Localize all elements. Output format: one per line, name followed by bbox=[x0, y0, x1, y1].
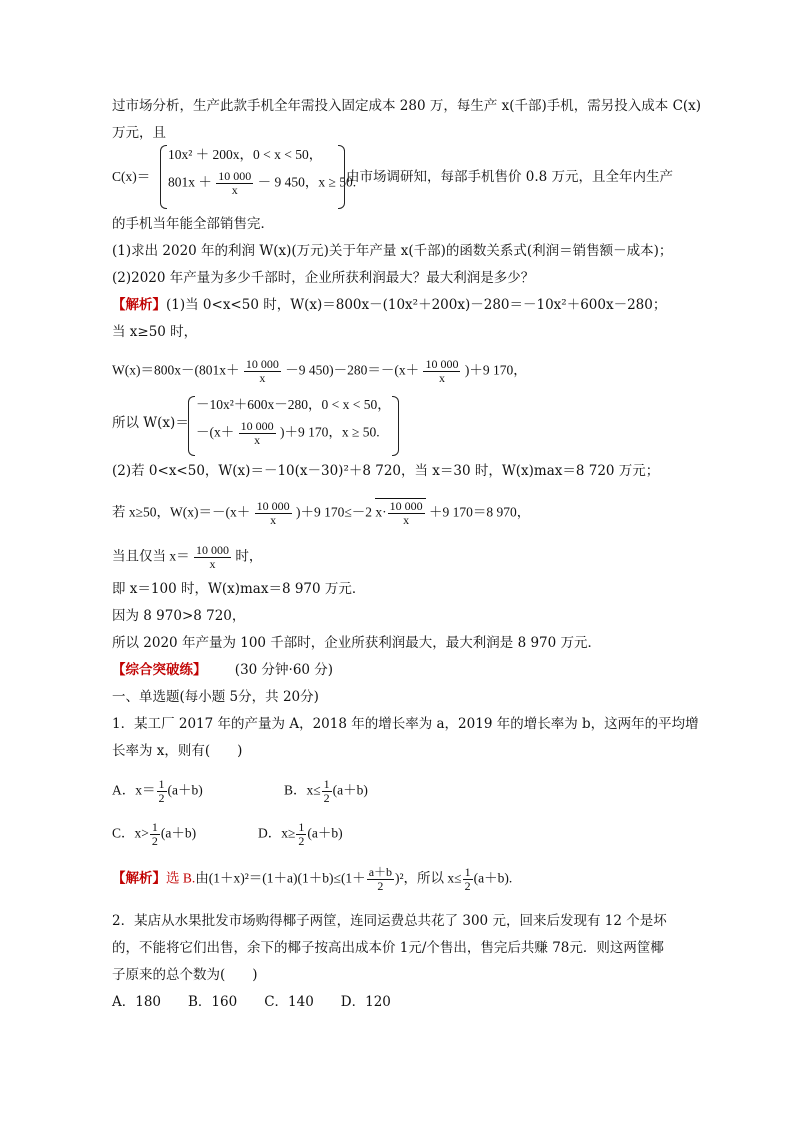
w-function-left-brace bbox=[188, 396, 195, 456]
intro-line-1: 过市场分析，生产此款手机全年需投入固定成本 280 万，每生产 x(千部)手机，需另投入成本 C(x) bbox=[112, 98, 702, 114]
square-root: x· $\frac{10 000}{x}$ bbox=[375, 498, 425, 527]
cost-function-right-brace bbox=[338, 145, 345, 209]
section-subtitle: 一、单选题(每小题 5分，共 20分) bbox=[112, 689, 319, 705]
problem-1-solution: 【解析】选 B.由(1＋x)²＝(1＋a)(1＋b)≤(1＋ $\frac{a+b}{2}$ )²，所以 x≤ $\frac{1}{2}$ (a＋b). bbox=[112, 865, 513, 893]
solution-tag: 【解析】 bbox=[112, 297, 166, 313]
section-header bbox=[112, 661, 333, 679]
problem-1-option-b: B．x≤ $\frac{1}{2}$ (a＋b) bbox=[284, 777, 368, 805]
intro-line-2: 万元，且 bbox=[112, 125, 166, 141]
solution-line-6: 若 x≥50，W(x)＝－(x＋ $\frac{10 000}{x}$ )＋9 170≤－2 x· $\frac{10 000}{x}$ ＋9 170＝8 970， bbox=[112, 499, 531, 527]
question-2: (2)2020 年产量为多少千部时，企业所获利润最大？最大利润是多少？ bbox=[112, 270, 535, 286]
w-function-right-brace bbox=[392, 396, 399, 456]
problem-1-solution-tag: 【解析】 bbox=[112, 870, 166, 886]
cost-function-after: 由市场调研知，每部手机售价 0.8 万元，且全年内生产 bbox=[346, 169, 674, 185]
cost-function-case-1: 10x² ＋ 200x，0 < x < 50， bbox=[168, 147, 323, 162]
intro-tail: 的手机当年能全部销售完． bbox=[112, 216, 274, 232]
solution-line-7: 当且仅当 x＝ $\frac{10 000}{x}$ 时， bbox=[112, 543, 263, 571]
cost-function-left-brace bbox=[160, 145, 167, 209]
problem-2-line-1: 2．某店从水果批发市场购得椰子两筐，连同运费总共花了 300 元，回来后发现有 12 个是坏 bbox=[112, 913, 667, 929]
problem-1-line-1: 1．某工厂 2017 年的产量为 A，2018 年的增长率为 a，2019 年的增长率为 b，这两年的平均增 bbox=[112, 716, 699, 732]
solution-line-1: 【解析】(1)当 0<x<50 时，W(x)＝800x－(10x²＋200x)－280＝－10x²＋600x－280； bbox=[112, 297, 667, 313]
solution-line-8: 即 x＝100 时，W(x)max＝8 970 万元． bbox=[112, 581, 366, 597]
solution-line-9: 因为 8 970>8 720， bbox=[112, 608, 246, 624]
solution-line-2: 当 x≥50 时， bbox=[112, 324, 198, 340]
solution-line-10: 所以 2020 年产量为 100 千部时，企业所获利润最大，最大利润是 8 970 万元． bbox=[112, 635, 602, 651]
solution-line-3: W(x)＝800x－(801x＋ $\frac{10 000}{x}$ －9 450)－280＝－(x＋ $\frac{10 000}{x}$ )＋9 170， bbox=[112, 357, 527, 385]
problem-1-option-c: C．x> $\frac{1}{2}$ (a＋b) bbox=[112, 820, 197, 848]
problem-2-line-3: 子原来的总个数为( ) bbox=[112, 967, 258, 983]
problem-2-options: A．180 B．160 C．140 D．120 bbox=[112, 994, 391, 1010]
problem-1-line-2: 长率为 x，则有( ) bbox=[112, 743, 243, 759]
section-meta: (30 分钟·60 分) bbox=[234, 662, 334, 678]
solution-line-5: (2)若 0<x<50，W(x)＝－10(x－30)²＋8 720，当 x＝30 时，W(x)max＝8 720 万元； bbox=[112, 463, 660, 479]
section-title: 【综合突破练】 bbox=[112, 662, 207, 678]
problem-1-option-d: D．x≥ $\frac{1}{2}$ (a＋b) bbox=[258, 820, 343, 848]
w-function-case-1: －10x²＋600x－280，0 < x < 50， bbox=[196, 397, 391, 412]
cost-function-case-2: 801x ＋ $\frac{10 000}{x}$ － 9 450，x ≥ 50. bbox=[168, 169, 357, 197]
solution-line-4-lhs: 所以 W(x)＝ bbox=[112, 415, 189, 431]
w-function-case-2: －(x＋ $\frac{10 000}{x}$ )＋9 170，x ≥ 50. bbox=[196, 419, 380, 447]
question-1: (1)求出 2020 年的利润 W(x)(万元)关于年产量 x(千部)的函数关系式(利润＝销售额－成本)； bbox=[112, 243, 673, 259]
problem-1-option-a: A．x＝ $\frac{1}{2}$ (a＋b) bbox=[112, 777, 203, 805]
cost-function-lhs: C(x)＝ bbox=[112, 169, 151, 184]
problem-2-line-2: 的，不能将它们出售，余下的椰子按高出成本价 1元/个售出，售完后共赚 78元．则这两筐椰 bbox=[112, 940, 664, 956]
